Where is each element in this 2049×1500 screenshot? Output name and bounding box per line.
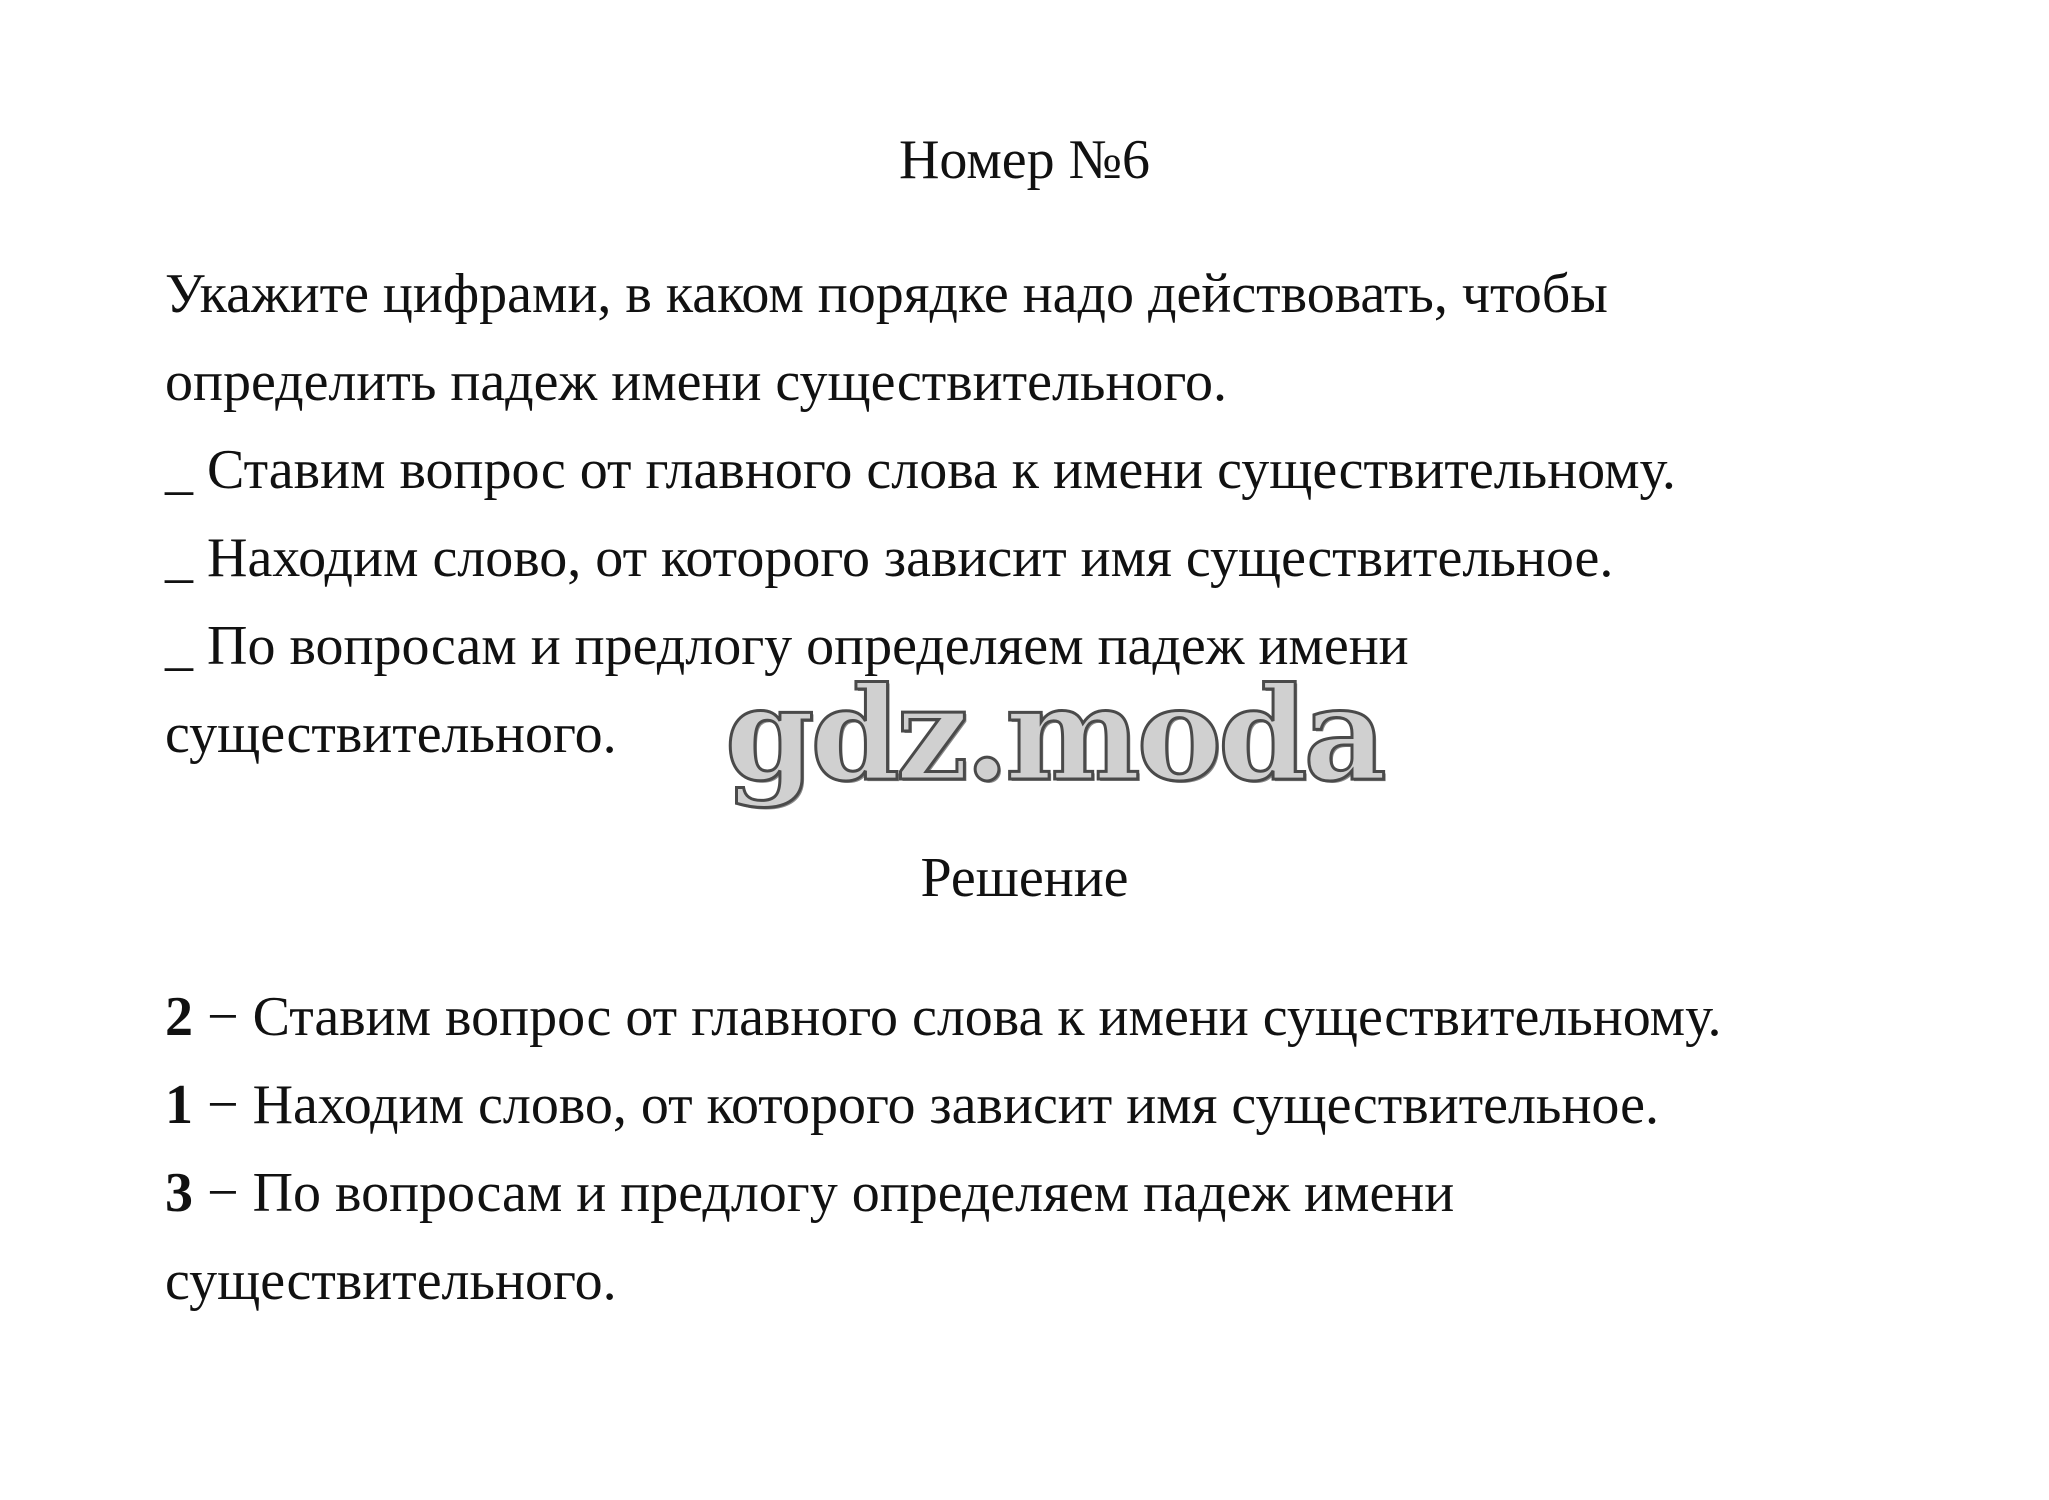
answer-number: 2 [165,986,193,1048]
answer-line [165,973,1925,1061]
answer-text: − По вопросам и предлогу определяем падеж имени [193,1162,1455,1224]
option-line: _ По вопросам и предлогу определяем падеж имени [165,615,1409,677]
answer-line [165,1149,1925,1237]
answers-block [165,973,1925,1325]
answer-text: − Находим слово, от которого зависит имя существительное. [193,1074,1659,1136]
answer-text: − Ставим вопрос от главного слова к имени существительному. [193,986,1722,1048]
option-line: _ Ставим вопрос от главного слова к имени существительному. [165,439,1676,501]
answer-number: 3 [165,1162,193,1224]
solution-title: Решение [920,847,1129,909]
option-line: _ Находим слово, от которого зависит имя существительное. [165,527,1614,589]
answer-line-continuation: существительного. [165,1250,617,1312]
task-title: Номер №6 [898,129,1151,191]
option-line-continuation: существительного. [165,703,617,765]
question-line: определить падеж имени существительного. [165,351,1228,413]
answer-line [165,1061,1925,1149]
question-line: Укажите цифрами, в каком порядке надо действовать, чтобы [165,263,1608,325]
answer-number: 1 [165,1074,193,1136]
watermark-logo: gdz.moda [725,660,1383,810]
